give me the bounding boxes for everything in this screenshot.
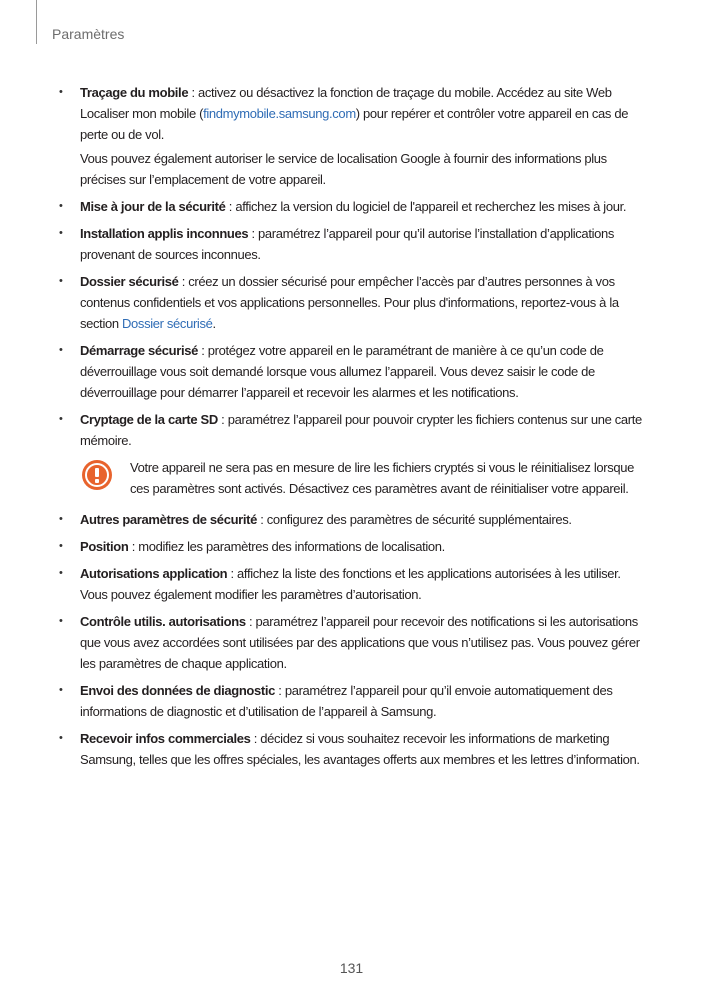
bullet: • — [59, 732, 63, 744]
item-text: . — [212, 316, 216, 331]
list-item-installation-applis — [58, 223, 650, 265]
page-number: 131 — [339, 960, 364, 976]
item-text: : paramétrez l’appareil pour pouvoir crypter les fichiers contenus sur une carte mémoire. — [80, 412, 642, 448]
item-term: Autres paramètres de sécurité — [80, 512, 257, 527]
bullet: • — [59, 615, 63, 627]
item-term: Démarrage sécurisé — [80, 343, 198, 358]
warning-note — [58, 457, 650, 499]
dossier-securise-link[interactable]: Dossier sécurisé — [122, 316, 213, 331]
bullet: • — [59, 540, 63, 552]
tracking-extra-paragraph: Vous pouvez également autoriser le service de localisation Google à fournir des informations plus précises sur l’emplacement de votre appareil. — [80, 151, 607, 187]
settings-list — [58, 82, 650, 776]
bullet: • — [59, 86, 63, 98]
warning-text: Votre appareil ne sera pas en mesure de lire les fichiers cryptés si vous le réinitialisez lorsque ces paramètres sont activés. Désactivez ces paramètres avant de réinitialiser votre appareil. — [130, 460, 635, 496]
list-item-dossier-securise — [58, 271, 650, 334]
list-item-controle-autorisations — [58, 611, 650, 674]
bullet: • — [59, 344, 63, 356]
list-item-mise-a-jour-securite — [58, 196, 650, 217]
bullet: • — [59, 513, 63, 525]
list-item-tracage-mobile — [58, 82, 650, 145]
item-term: Autorisations application — [80, 566, 228, 581]
item-term: Cryptage de la carte SD — [80, 412, 218, 427]
bullet: • — [59, 413, 63, 425]
item-text: : affichez la liste des fonctions et les applications autorisées à les utiliser. Vous pouvez également modifier les paramètres d’autorisation. — [80, 566, 621, 602]
item-text: : activez ou désactivez la fonction de traçage du mobile. Accédez au site Web Localiser mon mobile ( — [80, 85, 612, 121]
item-text: : paramétrez l’appareil pour qu’il envoie automatiquement des informations de diagnostic et d’utilisation de l’appareil à Samsung. — [80, 683, 613, 719]
item-text: : affichez la version du logiciel de l'appareil et recherchez les mises à jour. — [225, 199, 627, 214]
item-term: Recevoir infos commerciales — [80, 731, 251, 746]
list-item-envoi-diagnostic — [58, 680, 650, 722]
list-item-infos-commerciales — [58, 728, 650, 770]
list-item-position — [58, 536, 650, 557]
list-item-autres-parametres — [58, 509, 650, 530]
item-term: Position — [80, 539, 129, 554]
page-header-title: Paramètres — [52, 26, 125, 42]
bullet: • — [59, 227, 63, 239]
list-item-autorisations-application — [58, 563, 650, 605]
list-item-cryptage-carte-sd — [58, 409, 650, 451]
item-text: ) pour repérer et contrôler votre appareil en cas de perte ou de vol. — [80, 106, 629, 142]
item-text: : configurez des paramètres de sécurité supplémentaires. — [257, 512, 572, 527]
header-rule — [36, 0, 37, 44]
findmymobile-link[interactable]: findmymobile.samsung.com — [203, 106, 356, 121]
item-term: Contrôle utilis. autorisations — [80, 614, 246, 629]
item-text: : modifiez les paramètres des informations de localisation. — [128, 539, 445, 554]
item-text: : paramétrez l’appareil pour qu’il autorise l’installation d’applications provenant de sources inconnues. — [80, 226, 615, 262]
item-term: Envoi des données de diagnostic — [80, 683, 276, 698]
item-text: : créez un dossier sécurisé pour empêcher l’accès par d’autres personnes à vos contenus confidentiels et vos applications personnelles. Pour plus d'informations, reportez-vous à la section — [80, 274, 619, 331]
item-text: : décidez si vous souhaitez recevoir les informations de marketing Samsung, telles que les offres spéciales, les avantages offerts aux membres et les lettres d’information. — [80, 731, 640, 767]
bullet: • — [59, 684, 63, 696]
item-text: : protégez votre appareil en le paramétrant de manière à ce qu’un code de déverrouillage vous soit demandé lorsque vous allumez l’appareil. Vous devez saisir le code de déverrouillage pour démarrer l’appareil et recevoir les alarmes et les notifications. — [80, 343, 604, 400]
bullet: • — [59, 567, 63, 579]
warning-icon — [82, 460, 112, 490]
item-term: Mise à jour de la sécurité — [80, 199, 226, 214]
item-text: : paramétrez l’appareil pour recevoir des notifications si les autorisations que vous avez accordées sont utilisées par des applications que vous n’utilisez pas. Vous pouvez gérer les paramètres de chaque application. — [80, 614, 640, 671]
item-term: Dossier sécurisé — [80, 274, 179, 289]
item-term: Installation applis inconnues — [80, 226, 249, 241]
bullet: • — [59, 200, 63, 212]
list-item-demarrage-securise — [58, 340, 650, 403]
bullet: • — [59, 275, 63, 287]
item-term: Traçage du mobile — [80, 85, 189, 100]
